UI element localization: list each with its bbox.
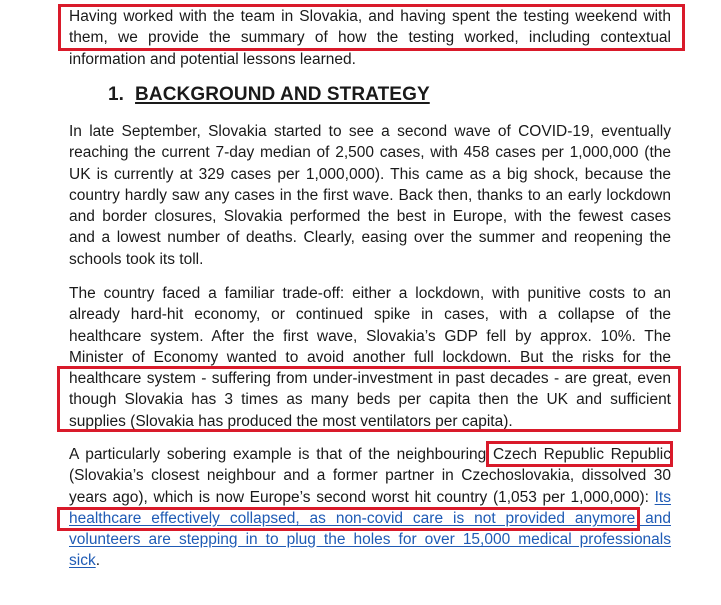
intro-line-2: them, we provide the summary of how the testing worked, including contextual <box>69 29 671 47</box>
para3-line-3 <box>69 487 671 508</box>
para2-line-3: healthcare system. After the first wave, Slovakia’s GDP fell by approx. 10%. The <box>69 327 671 345</box>
para1-line-2: reaching the current 7-day median of 2,500 cases, with 458 cases per 1,000,000 (the <box>69 144 671 162</box>
para1-line-6: and a lowest number of deaths. Clearly, easing over the summer and reopening the <box>69 229 671 247</box>
para2-line-5: healthcare system - suffering from under-investment in past decades - are great, even <box>69 370 671 388</box>
para1-line-7: schools took its toll. <box>69 250 204 268</box>
background-paragraph <box>69 121 671 270</box>
section-number: 1. <box>108 84 125 105</box>
para2-line-1: The country faced a familiar trade-off: either a lockdown, with punitive costs to an <box>69 285 671 302</box>
healthcare-collapse-link-start[interactable]: Its <box>654 488 671 506</box>
section-title: BACKGROUND AND STRATEGY <box>135 84 430 105</box>
healthcare-collapse-link-line3[interactable]: volunteers are stepping in to plug the holes for over 15,000 medical professionals <box>69 531 671 549</box>
para3-line6-period: . <box>95 552 101 570</box>
para1-line-5: and border closures, Slovakia performed the best in Europe, with the fewest cases <box>69 208 671 226</box>
para3-line-4 <box>69 508 671 529</box>
tradeoff-paragraph <box>69 283 671 432</box>
para3-line-6 <box>69 550 671 571</box>
para2-line-6: though Slovakia has 3 times as many beds per capita then the UK and sufficient <box>69 391 671 409</box>
healthcare-collapse-link-end[interactable]: sick <box>69 552 96 570</box>
czech-republic-highlight: Czech Republic Republic <box>493 446 671 463</box>
intro-line-3: information and potential lessons learned. <box>69 50 356 68</box>
para2-line-2: already hard-hit economy, or continued spike in cases, with a collapse of the <box>69 306 671 324</box>
para1-line-1: In late September, Slovakia started to see a second wave of COVID-19, eventually <box>69 123 671 140</box>
para1-line-4: country hardly saw any cases in the first wave. Back then, thanks to an early lockdown <box>69 186 671 204</box>
para3-line-2: (Slovakia’s closest neighbour and a former partner in Czechoslovakia, dissolved 30 <box>69 467 671 485</box>
healthcare-collapse-link-line2[interactable]: healthcare effectively collapsed, as non-covid care is not provided anymore and <box>69 509 671 527</box>
czech-example-paragraph <box>69 444 671 572</box>
para2-line-4: Minister of Economy wanted to avoid another full lockdown. But the risks for the <box>69 348 671 366</box>
para1-line-3: UK is currently at 329 cases per 1,000,000). This came as a big shock, because the <box>69 165 671 183</box>
section-heading <box>108 84 430 106</box>
para3-line-1 <box>69 444 671 465</box>
intro-line-1: Having worked with the team in Slovakia, and having spent the testing weekend with <box>69 8 671 25</box>
para3-line1-text: A particularly sobering example is that of the neighbouring <box>69 446 494 463</box>
para2-line-7: supplies (Slovakia has produced the most ventilators per capita). <box>69 412 513 430</box>
intro-paragraph <box>69 6 671 70</box>
para3-line3-text: years ago), which is now Europe’s second worst hit country (1,053 per 1,000,000): <box>69 488 655 506</box>
para3-line-5 <box>69 529 671 550</box>
